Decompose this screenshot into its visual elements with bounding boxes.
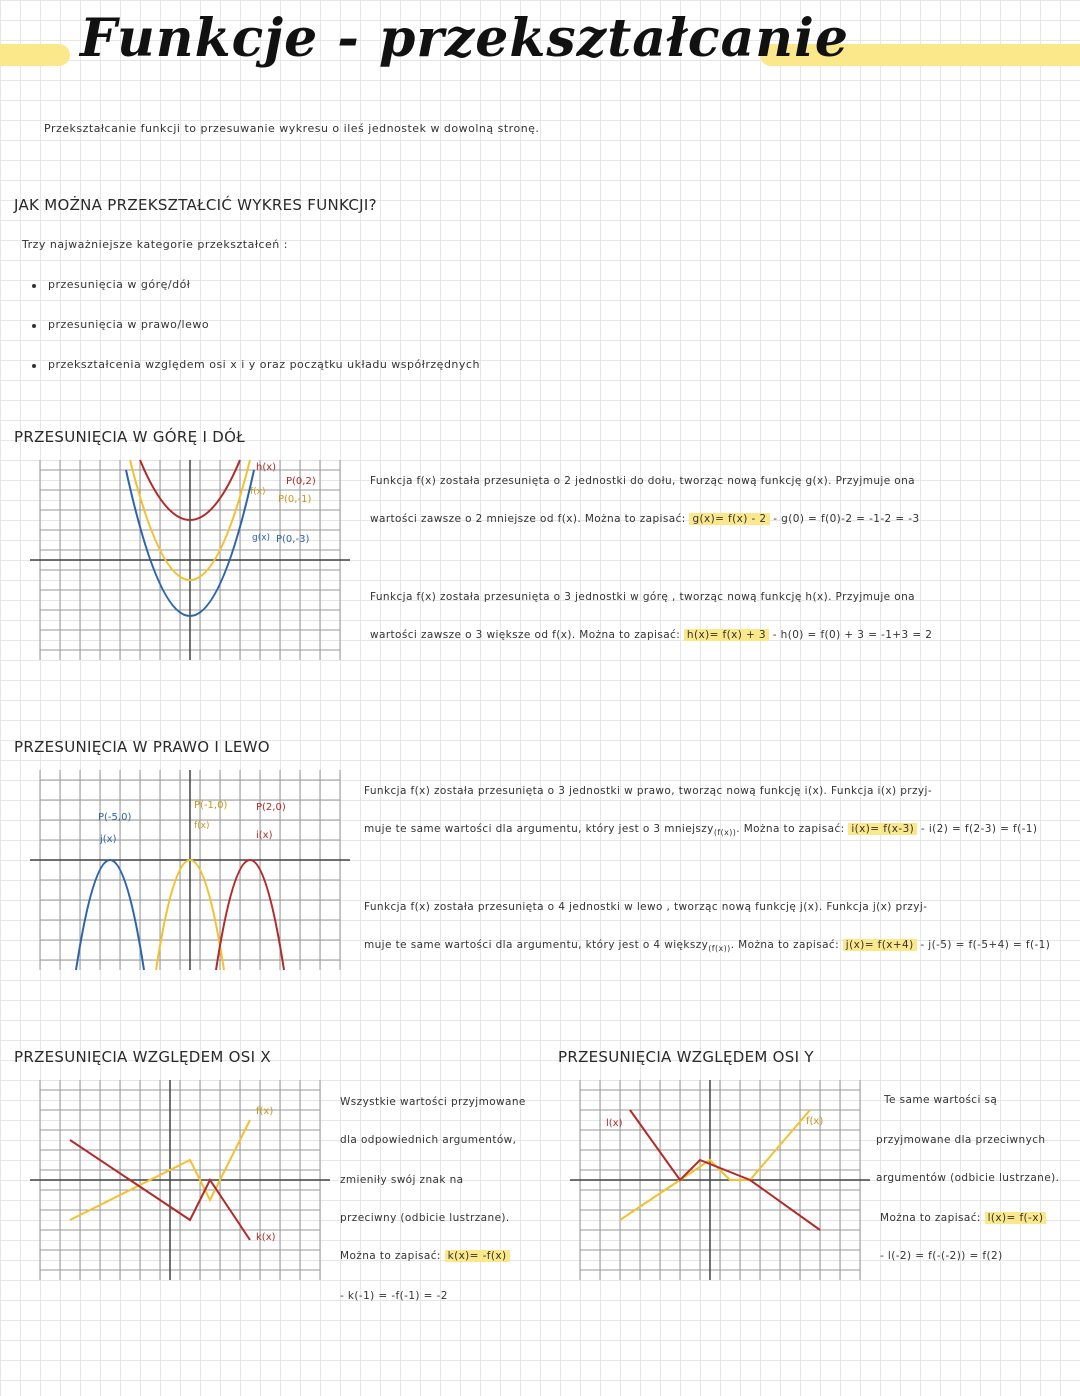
graph-reflect-y (570, 1080, 870, 1280)
section1-heading: JAK MOŻNA PRZEKSZTAŁCIĆ WYKRES FUNKCJI? (14, 196, 377, 214)
bullet-dot (32, 324, 36, 328)
title-highlight-left (0, 44, 70, 66)
s5-formula: l(x)= f(-x) (985, 1212, 1047, 1224)
section4-heading: PRZESUNIĘCIA WZGLĘDEM OSI X (14, 1048, 271, 1066)
label-f: f(x) (194, 821, 210, 831)
page-title: Funkcje - przekształcanie (80, 8, 849, 69)
label-k: k(x) (256, 1232, 276, 1243)
bullet-item: przekształcenia względem osi x i y oraz początku układu współrzędnych (48, 358, 480, 371)
s2-p2-line1: Funkcja f(x) została przesunięta o 3 jednostki w górę , tworząc nową funkcję h(x). Przyjmuje ona (370, 591, 915, 603)
s3-p1-formula: i(x)= f(x-3) (848, 823, 917, 835)
s5-line2: przyjmowane dla przeciwnych (876, 1134, 1046, 1146)
s3-p1-line2: muje te same wartości dla argumentu, który jest o 3 mniejszy$_{(f(x))}$. Można to zapisać: i(x)= f(x-3) - i(2) = f(2-3) = f(-1) (364, 823, 1038, 838)
s3-p2-sub: (f(x)) (708, 944, 731, 954)
curve-j (76, 860, 144, 970)
graph-left-right (30, 770, 350, 970)
s3-p1-line1: Funkcja f(x) została przesunięta o 3 jednostki w prawo, tworząc nową funkcję i(x). Funkcja i(x) przyj- (364, 785, 933, 797)
label-p3: P(0,-3) (276, 534, 310, 545)
bullet-item: przesunięcia w prawo/lewo (48, 318, 210, 331)
s2-p1-line2: wartości zawsze o 2 mniejsze od f(x). Można to zapisać: g(x)= f(x) - 2 - g(0) = f(0)-2 = -1-2 = -3 (370, 513, 920, 525)
s4-line1: Wszystkie wartości przyjmowane (340, 1096, 526, 1108)
s3-p1-sub: (f(x)) (713, 828, 737, 838)
label-i: i(x) (256, 830, 273, 841)
s5-line4: Można to zapisać: l(x)= f(-x) (880, 1212, 1046, 1224)
s3-p2-example: - j(-5) = f(-5+4) = f(-1) (920, 939, 1051, 951)
label-f: f(x) (256, 1106, 274, 1117)
label-p3: P(2,0) (256, 802, 286, 813)
s5-line3: argumentów (odbicie lustrzane). (876, 1172, 1060, 1184)
label-p2: P(0,-1) (278, 494, 312, 505)
label-p1: P(-5,0) (98, 812, 132, 823)
s4-example: - k(-1) = -f(-1) = -2 (340, 1290, 448, 1302)
s5-line1: Te same wartości są (884, 1094, 998, 1106)
s4-line3: zmieniły swój znak na (340, 1174, 464, 1186)
section2-heading: PRZESUNIĘCIA W GÓRĘ I DÓŁ (14, 428, 245, 446)
s4-formula: k(x)= -f(x) (445, 1250, 510, 1262)
intro-text: Przekształcanie funkcji to przesuwanie wykresu o ileś jednostek w dowolną stronę. (44, 122, 540, 135)
s3-p1-example: - i(2) = f(2-3) = f(-1) (920, 823, 1038, 835)
label-p1: P(0,2) (286, 476, 316, 487)
s2-p1-line1: Funkcja f(x) została przesunięta o 2 jednostki do dołu, tworząc nową funkcję g(x). Przyjmuje ona (370, 475, 916, 487)
label-h: h(x) (256, 462, 277, 473)
graph-reflect-x (30, 1080, 330, 1280)
s2-p1-formula: g(x)= f(x) - 2 (689, 513, 769, 525)
label-j: j(x) (100, 834, 117, 845)
s2-p2-example: - h(0) = f(0) + 3 = -1+3 = 2 (772, 629, 933, 641)
section3-heading: PRZESUNIĘCIA W PRAWO I LEWO (14, 738, 270, 756)
label-f: f(x) (250, 487, 266, 497)
s2-p1-example: - g(0) = f(0)-2 = -1-2 = -3 (773, 513, 920, 525)
s4-line2: dla odpowiednich argumentów, (340, 1134, 517, 1146)
s4-line4: przeciwny (odbicie lustrzane). (340, 1212, 510, 1224)
label-l: l(x) (606, 1118, 623, 1129)
s3-p2-formula: j(x)= f(x+4) (843, 939, 917, 951)
s2-p2-line2: wartości zawsze o 3 większe od f(x). Można to zapisać: h(x)= f(x) + 3 - h(0) = f(0) + 3 = -1+3 = 2 (370, 629, 933, 641)
s2-p2-formula: h(x)= f(x) + 3 (684, 629, 769, 641)
section1-lead: Trzy najważniejsze kategorie przekształceń : (22, 238, 288, 251)
bullet-dot (32, 284, 36, 288)
label-g: g(x) (252, 533, 271, 543)
s5-example: - l(-2) = f(-(-2)) = f(2) (880, 1250, 1003, 1262)
curve-i (216, 860, 284, 970)
label-f: f(x) (806, 1116, 824, 1127)
bullet-dot (32, 364, 36, 368)
s4-line5: Można to zapisać: k(x)= -f(x) (340, 1250, 510, 1262)
s3-p2-line1: Funkcja f(x) została przesunięta o 4 jednostki w lewo , tworząc nową funkcję j(x). Funkcja j(x) przyj- (364, 901, 928, 913)
graph-up-down (30, 460, 350, 660)
section5-heading: PRZESUNIĘCIA WZGLĘDEM OSI Y (558, 1048, 814, 1066)
label-p2: P(-1,0) (194, 800, 228, 811)
s3-p2-line2: muje te same wartości dla argumentu, który jest o 4 większy$_{(f(x))}$. Można to zapisać: j(x)= f(x+4) - j(-5) = f(-5+4) = f(-1) (364, 939, 1051, 954)
bullet-item: przesunięcia w górę/dół (48, 278, 191, 291)
